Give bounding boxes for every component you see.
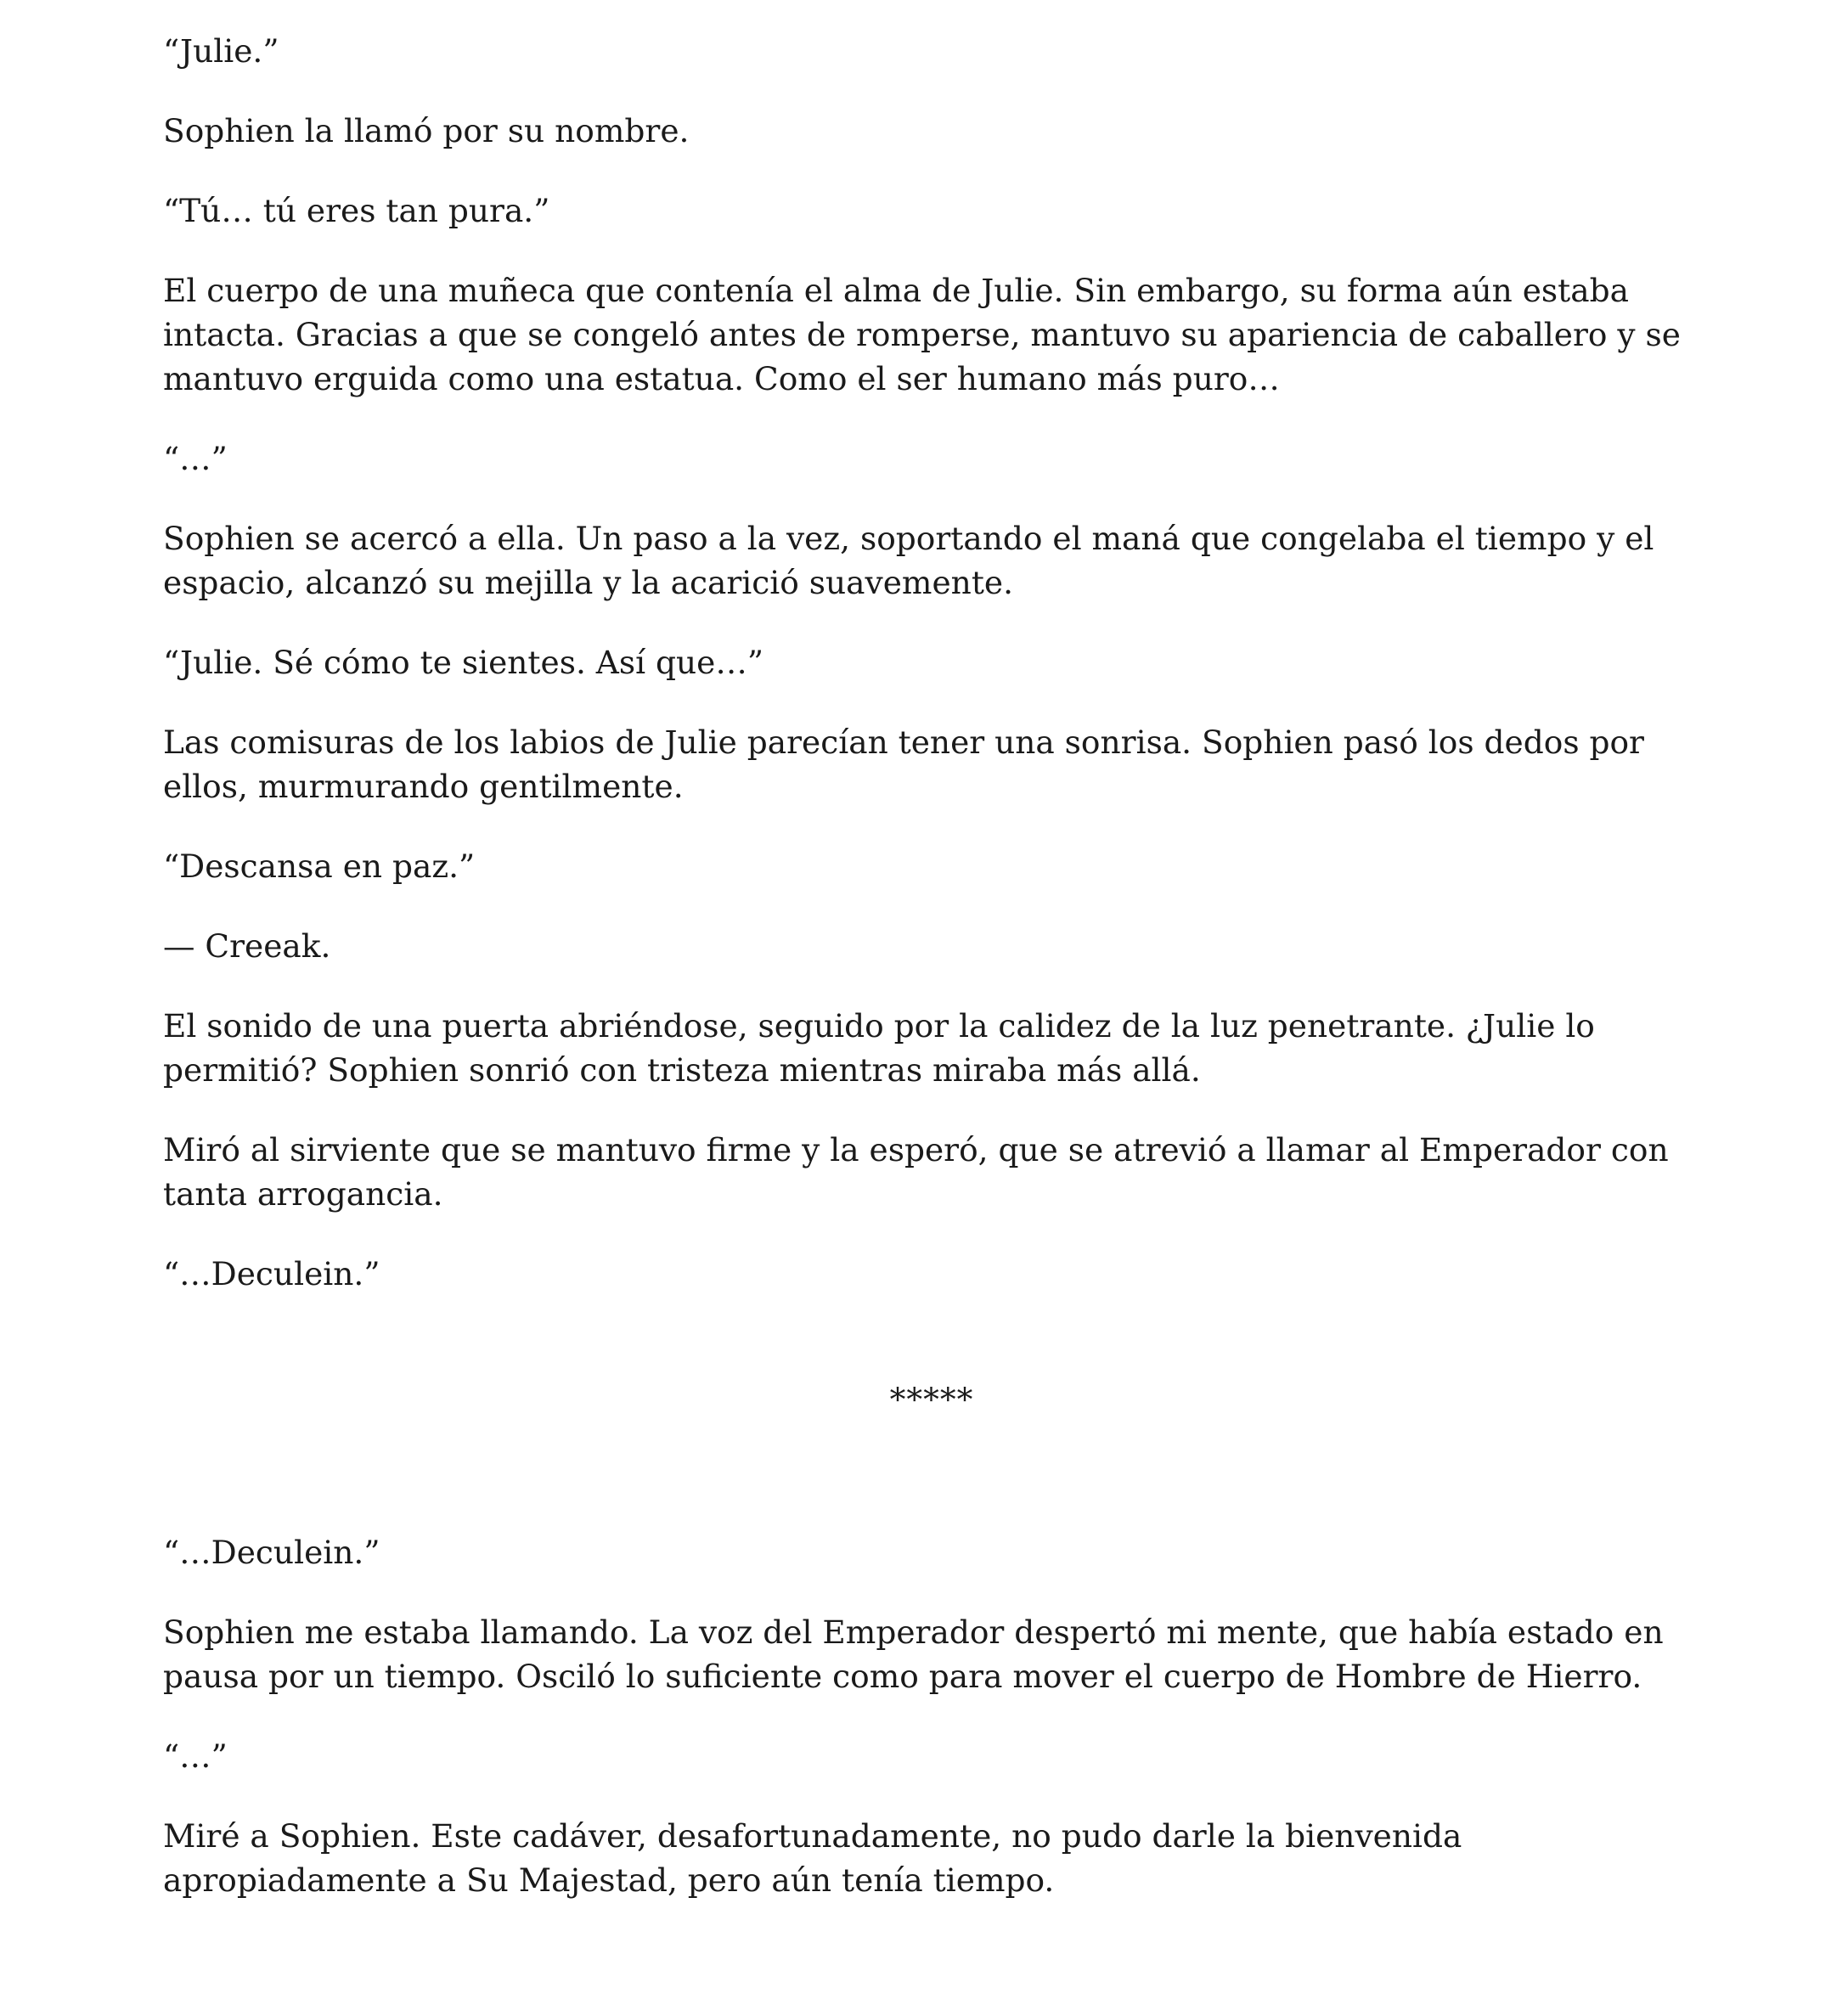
paragraph-16: “…” (163, 1737, 228, 1775)
paragraph-3: “Tú… tú eres tan pura.” (163, 192, 550, 229)
paragraph-12: Miró al sirviente que se mantuvo firme y la esperó, que se atrevió a llamar al Emperador con tanta arrogancia. (163, 1131, 1669, 1213)
paragraph-10: — Creeak. (163, 927, 331, 965)
paragraph-15: Sophien me estaba llamando. La voz del Emperador despertó mi mente, que había estado en pausa por un tiempo. Osciló lo suficiente como para mover el cuerpo de Hombre de Hierro. (163, 1613, 1664, 1695)
scene-separator: ***** (889, 1381, 974, 1418)
paragraph-2: Sophien la llamó por su nombre. (163, 112, 690, 149)
paragraph-7: “Julie. Sé cómo te sientes. Así que…” (163, 644, 764, 681)
paragraph-8: Las comisuras de los labios de Julie parecían tener una sonrisa. Sophien pasó los dedos por ellos, murmurando gentilmente. (163, 724, 1644, 805)
paragraph-1: “Julie.” (163, 32, 279, 70)
document-page (163, 0, 1734, 1938)
paragraph-4: El cuerpo de una muñeca que contenía el alma de Julie. Sin embargo, su forma aún estaba intacta. Gracias a que se congeló antes de romperse, mantuvo su apariencia de caballero y se mantuvo erguida como una estatua. Como el ser humano más puro… (163, 272, 1681, 397)
paragraph-14: “…Deculein.” (163, 1534, 380, 1571)
paragraph-13: “…Deculein.” (163, 1255, 380, 1292)
paragraph-6: Sophien se acercó a ella. Un paso a la vez, soportando el maná que congelaba el tiempo y el espacio, alcanzó su mejilla y la acarició suavemente. (163, 520, 1654, 601)
paragraph-11: El sonido de una puerta abriéndose, seguido por la calidez de la luz penetrante. ¿Julie lo permitió? Sophien sonrió con tristeza mientras miraba más allá. (163, 1007, 1595, 1089)
paragraph-17: Miré a Sophien. Este cadáver, desafortunadamente, no pudo darle la bienvenida apropiadamente a Su Majestad, pero aún tenía tiempo. (163, 1817, 1462, 1899)
paragraph-5: “…” (163, 440, 228, 477)
paragraph-9: “Descansa en paz.” (163, 847, 476, 885)
